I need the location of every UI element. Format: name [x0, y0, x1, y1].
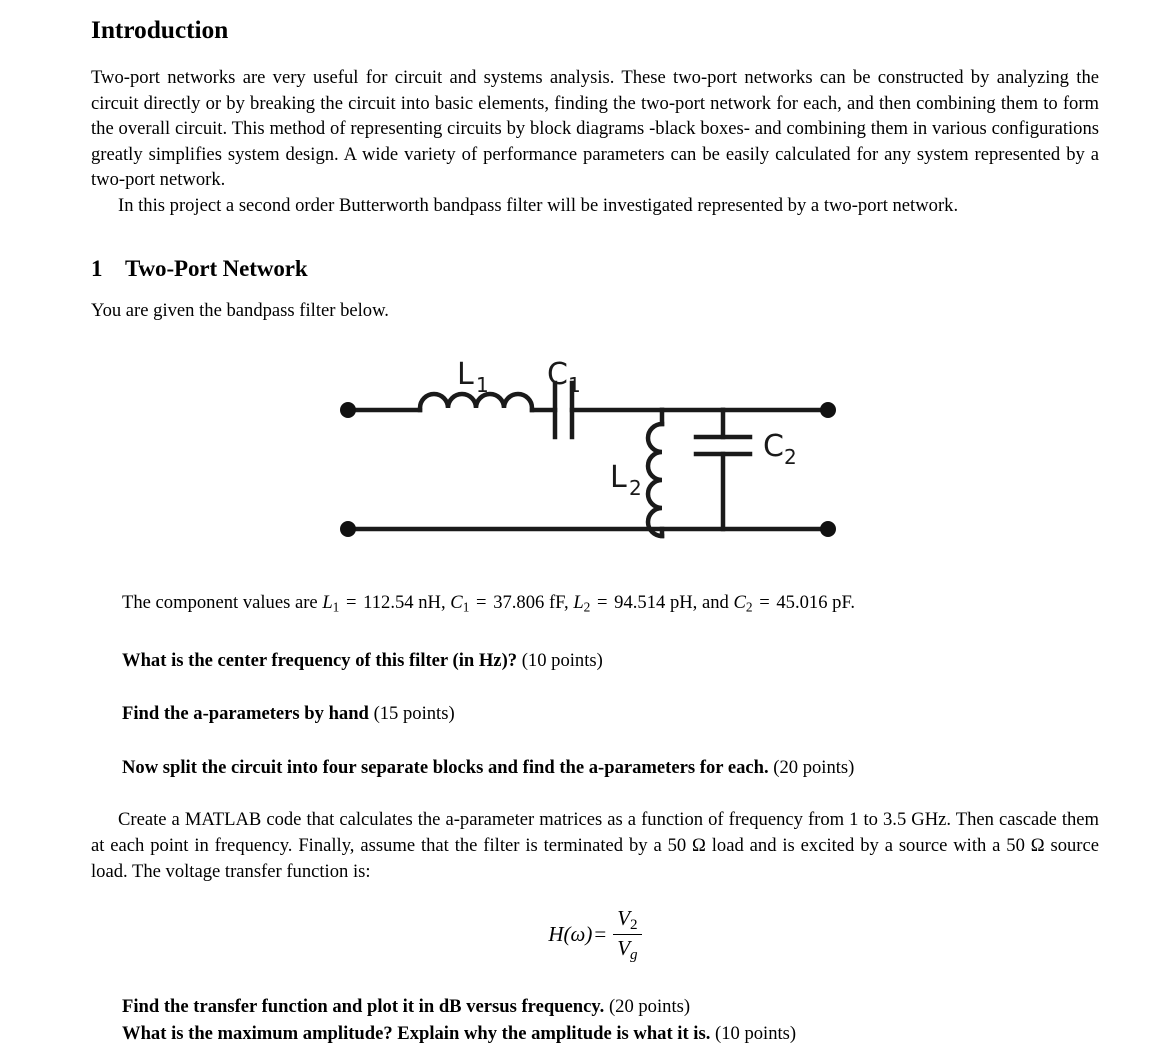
inductor-l2-coil: [648, 424, 662, 536]
equation-expression: [548, 906, 641, 964]
label-c1-subscript: 1: [568, 372, 581, 397]
label-c1: C: [547, 356, 568, 392]
question-center-frequency-points: (10 points): [521, 649, 603, 671]
section-heading-1: [91, 219, 1099, 281]
component-value-l2: L2 = 94.514 pH, and: [573, 591, 729, 614]
terminal-dot-input-bottom: [340, 521, 356, 537]
intro-paragraph-2: In this project a second order Butterworth bandpass filter will be investigated represented by a two-port network.: [118, 195, 959, 217]
terminal-dot-input-top: [340, 402, 356, 418]
section-number: 1: [91, 255, 103, 281]
question-a-parameters-hand: [91, 673, 1099, 727]
document-content: [91, 0, 1099, 1047]
question-max-amplitude-points: (10 points): [715, 1023, 797, 1045]
component-values-prefix: The component values are: [122, 591, 318, 613]
component-value-c2: C2 = 45.016 pF.: [733, 591, 855, 614]
terminal-dot-output-top: [820, 402, 836, 418]
component-values-caption: [91, 567, 1099, 620]
label-l2-subscript: 2: [629, 475, 642, 500]
page-title: Introduction: [91, 15, 229, 44]
question-four-blocks-points: (20 points): [773, 756, 855, 778]
question-four-blocks-text: Now split the circuit into four separate blocks and find the a-parameters for each.: [122, 756, 769, 778]
label-l2: L: [610, 459, 627, 495]
question-a-parameters-hand-text: Find the a-parameters by hand: [122, 703, 369, 725]
transfer-function-equation: [91, 884, 1099, 965]
question-center-frequency-text: What is the center frequency of this filter (in Hz)?: [122, 649, 518, 671]
label-l1-subscript: 1: [476, 372, 489, 397]
component-value-l1: L1 = 112.54 nH,: [322, 591, 446, 614]
question-plot-db-text: Find the transfer function and plot it in dB versus frequency.: [122, 995, 605, 1017]
matlab-paragraph: Create a MATLAB code that calculates the a-parameter matrices as a function of frequency from 1 to 3.5 GHz. Then cascade them at each point in frequency. Finally, assume that the filter is terminated by a 50 Ω load and is excited by a source with a 50 Ω source load. The voltage transfer function is:: [91, 809, 1099, 882]
label-c2-subscript: 2: [784, 444, 797, 469]
question-max-amplitude: [91, 1019, 1099, 1047]
equation-denominator: Vg: [617, 936, 638, 964]
equation-numerator: V2: [613, 907, 641, 935]
equation-equals: =: [594, 922, 607, 947]
equation-lhs: H(ω): [548, 922, 593, 947]
bandpass-filter-circuit-svg: [91, 352, 1099, 567]
equation-fraction: [613, 907, 641, 964]
circuit-diagram-figure: [91, 352, 1099, 567]
question-a-parameters-hand-points: (15 points): [373, 703, 455, 725]
question-center-frequency: [91, 620, 1099, 674]
component-value-c1: C1 = 37.806 fF,: [450, 591, 569, 614]
label-l1: L: [457, 356, 474, 392]
question-four-blocks: [91, 727, 1099, 781]
section-title: Two-Port Network: [125, 255, 308, 281]
intro-paragraph-1: Two-port networks are very useful for circuit and systems analysis. These two-port networks can be constructed by analyzing the circuit directly or by breaking the circuit into basic elements, finding the two-port network for each, and then combining them to form the overall circuit. This method of representing circuits by block diagrams -black boxes- and combining them in various configurations greatly simplifies system design. A wide variety of performance parameters can be easily calculated for any system represented by a two-port network.: [91, 67, 1099, 191]
question-max-amplitude-text: What is the maximum amplitude? Explain why the amplitude is what it is.: [122, 1023, 711, 1045]
label-c2: C: [763, 428, 784, 464]
section-lead-text: You are given the bandpass filter below.: [91, 299, 389, 321]
terminal-dot-output-bottom: [820, 521, 836, 537]
question-plot-db-points: (20 points): [608, 995, 691, 1017]
question-plot-db: [91, 965, 1099, 1020]
